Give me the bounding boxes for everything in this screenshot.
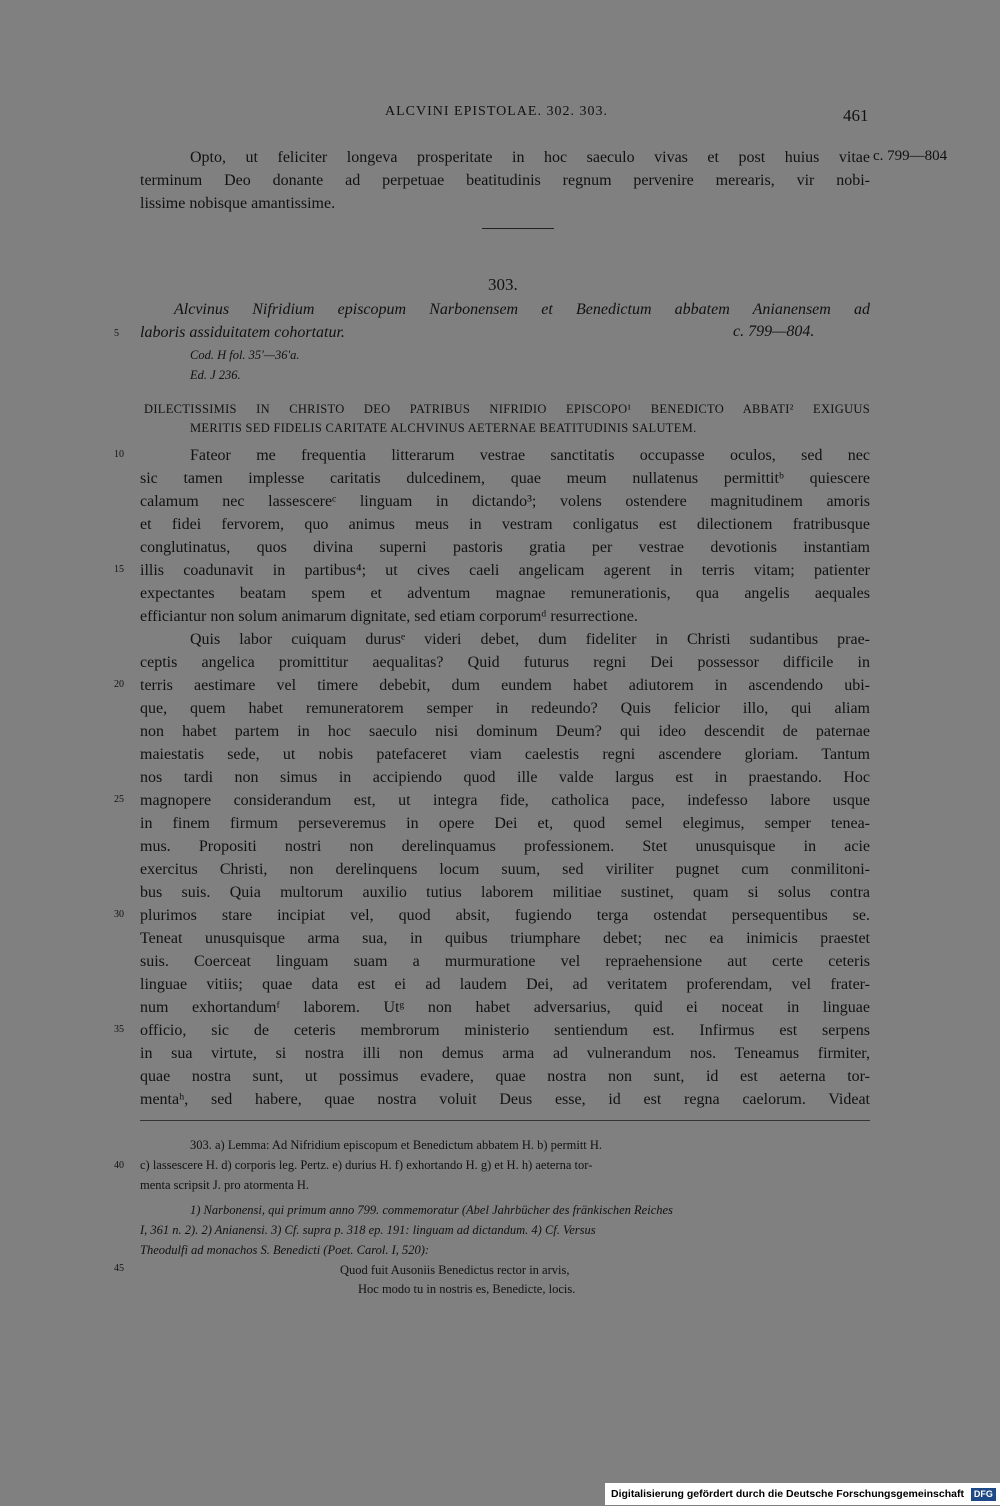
- body-line: Quis labor cuiquam durusᵉ videri debet, dum fideliter in Christi sudantibus prae-: [190, 631, 870, 648]
- body-line: que, quem habet remuneratorem semper in redeundo? Quis felicior illo, qui aliam: [140, 700, 870, 717]
- divider: [482, 228, 554, 229]
- body-line: in finem firmum perseveremus in opere Dei et, quod semel elegimus, semper tenea-: [140, 815, 870, 832]
- letter-date: c. 799—804.: [733, 323, 815, 340]
- body-line: exercitus Christi, non derelinquens locum suum, sed viriliter pugnet cum conmilitoni-: [140, 861, 870, 878]
- body-line: num exhortandumᶠ laborem. Utᵍ non habet adversarius, quid ei noceat in linguae: [140, 999, 870, 1016]
- verse-line: Hoc modo tu in nostris es, Benedicte, locis.: [358, 1282, 576, 1296]
- body-line: suis. Coerceat linguam suam a murmuratione vel repraehensione aut certe ceteris: [140, 953, 870, 970]
- line-number: 35: [114, 1024, 124, 1035]
- apparatus-line: 303. a) Lemma: Ad Nifridium episcopum et Benedictum abbatem H. b) permitt H.: [190, 1138, 603, 1152]
- body-line: expectantes beatam spem et adventum magnae remunerationis, qua angelis aequales: [140, 585, 870, 602]
- footnote-line: 1) Narbonensi, qui primum anno 799. commemoratur (Abel Jahrbücher des fränkischen Reiches: [190, 1203, 673, 1217]
- banner-text: Digitalisierung gefördert durch die Deutsche Forschungsgemeinschaft: [611, 1488, 964, 1500]
- footnote-line: Theodulfi ad monachos S. Benedicti (Poet. Carol. I, 520):: [140, 1243, 430, 1257]
- summary-line: laboris assiduitatem cohortatur.: [140, 324, 345, 341]
- footnote-line: I, 361 n. 2). 2) Anianensi. 3) Cf. supra p. 318 ep. 191: linguam ad dictandum. 4) Cf. Versus: [140, 1223, 596, 1237]
- apparatus-line: c) lassescere H. d) corporis leg. Pertz. e) durius H. f) exhortando H. g) et H. h) aeterna tor-: [140, 1158, 593, 1172]
- source-codex: Cod. H fol. 35'—36'a.: [190, 348, 300, 362]
- body-line: maiestatis sede, ut nobis patefaceret viam caelestis regni ascendere gloriam. Tantum: [140, 746, 870, 763]
- body-line: magnopere considerandum est, ut integra fide, catholica pace, indefesso labore usque: [140, 792, 870, 809]
- body-line: linguae vitiis; quae data est ei ad laudem Dei, ad veritatem proferendam, vel frater-: [140, 976, 870, 993]
- body-line: calamum nec lassescereᶜ linguam in dictando³; volens ostendere magnitudinem amoris: [140, 493, 870, 510]
- body-line: Teneat unusquisque arma sua, in quibus triumphare debet; nec ea inimicis praestet: [140, 930, 870, 947]
- source-edition: Ed. J 236.: [190, 368, 241, 382]
- line-number: 10: [114, 449, 124, 460]
- address-line: DILECTISSIMIS IN CHRISTO DEO PATRIBUS NIFRIDIO EPISCOPO¹ BENEDICTO ABBATI² EXIGUUS: [144, 402, 870, 416]
- body-line: et fidei fervorem, quo animus meus in vestram conligatus est dilectionem fratribusque: [140, 516, 870, 533]
- body-line: officio, sic de ceteris membrorum ministerio sentiendum est. Infirmus est serpens: [140, 1022, 870, 1039]
- body-line: terris aestimare vel timere debebit, dum eundem habet adiutorem in ascendendo ubi-: [140, 677, 870, 694]
- body-line: conglutinatus, quos divina superni pastoris gratia per vestrae devotionis instantiam: [140, 539, 870, 556]
- body-line: ceptis angelica promittitur aequalitas? Quid futurus regni Dei possessor difficile in: [140, 654, 870, 671]
- body-line: bus suis. Quia multorum auxilio tutius laborem militiae sustinet, quam si solus contra: [140, 884, 870, 901]
- summary-line: Alcvinus Nifridium episcopum Narbonensem et Benedictum abbatem Anianensem ad: [174, 301, 870, 318]
- line-number: 40: [114, 1160, 124, 1171]
- line-number: 15: [114, 564, 124, 575]
- page-number: 461: [843, 106, 869, 125]
- text-line: Opto, ut feliciter longeva prosperitate in hoc saeculo vivas et post huius vitae: [190, 149, 870, 166]
- text-line: lissime nobisque amantissime.: [140, 195, 336, 212]
- digitization-banner: [605, 1483, 1000, 1505]
- line-number: 25: [114, 794, 124, 805]
- body-line: illis coadunavit in partibus⁴; ut cives caeli angelicam agerent in terris vitam; patienter: [140, 562, 870, 579]
- line-number: 20: [114, 679, 124, 690]
- apparatus-line: menta scripsit J. pro atormenta H.: [140, 1178, 310, 1192]
- body-line: in sua virtute, si nostra illi non demus arma ad vulnerandum nos. Teneamus firmiter,: [140, 1045, 870, 1062]
- letter-number: 303.: [488, 275, 518, 294]
- body-line: mus. Propositi nostri non derelinquamus professionem. Stet unusquisque in acie: [140, 838, 870, 855]
- verse-line: Quod fuit Ausoniis Benedictus rector in arvis,: [340, 1263, 570, 1277]
- apparatus-divider: [140, 1120, 870, 1121]
- body-line: nos tardi non simus in accipiendo quod ille valde largus est in praestando. Hoc: [140, 769, 870, 786]
- body-line: non habet partem in hoc saeculo nisi dominum Deum? qui ideo descendit de paternae: [140, 723, 870, 740]
- dfg-logo-icon: DFG: [971, 1488, 996, 1501]
- address-line: MERITIS SED FIDELIS CARITATE ALCHVINUS AETERNAE BEATITUDINIS SALUTEM.: [190, 421, 697, 435]
- margin-date: c. 799—804: [873, 148, 948, 164]
- running-title: ALCVINI EPISTOLAE. 302. 303.: [385, 104, 608, 119]
- text-line: terminum Deo donante ad perpetuae beatitudinis regnum pervenire merearis, vir nobi-: [140, 172, 870, 189]
- line-number: 5: [114, 328, 119, 339]
- body-line: efficiantur non solum animarum dignitate, sed etiam corporumᵈ resurrectione.: [140, 608, 638, 625]
- body-line: quae nostra sunt, ut possimus evadere, quae nostra non sunt, id est aeterna tor-: [140, 1068, 870, 1085]
- body-line: sic tamen implesse caritatis dulcedinem, quae meum nullatenus permittitᵇ quiescere: [140, 470, 870, 487]
- body-line: plurimos stare incipiat vel, quod absit, fugiendo terga ostendat persequentibus se.: [140, 907, 870, 924]
- line-number: 45: [114, 1263, 124, 1274]
- body-line: Fateor me frequentia litterarum vestrae sanctitatis occupasse oculos, sed nec: [190, 447, 870, 464]
- body-line: mentaʰ, sed habere, quae nostra voluit Deus esse, id est regna caelorum. Videat: [140, 1091, 870, 1108]
- line-number: 30: [114, 909, 124, 920]
